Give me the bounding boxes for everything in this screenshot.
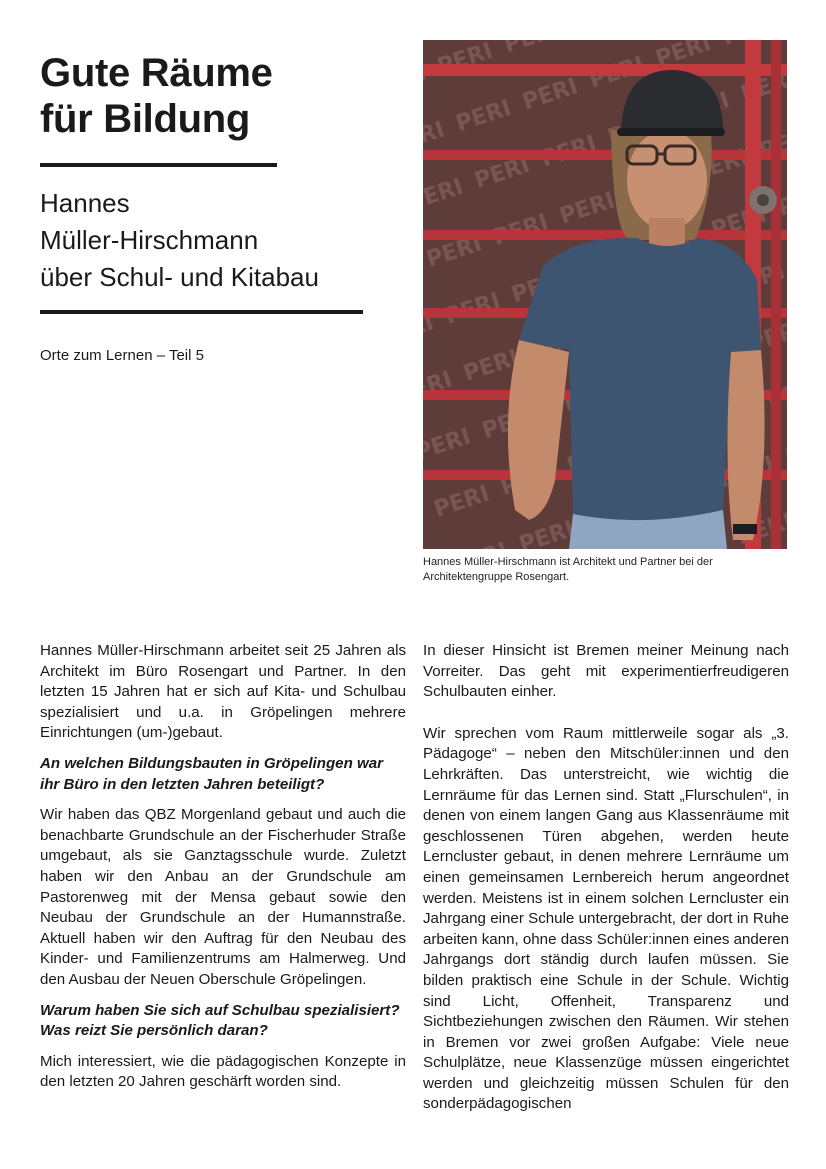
portrait-photo bbox=[423, 40, 787, 549]
title-rule bbox=[40, 163, 277, 167]
answer-2: Mich interessiert, wie die pädagogischen Konzepte in den letzten 20 Jahren geschärft worden sind. bbox=[40, 1052, 406, 1091]
article-column-left bbox=[40, 641, 406, 1103]
subtitle-line-3: über Schul- und Kitabau bbox=[40, 262, 319, 292]
photo-caption: Hannes Müller-Hirschmann ist Architekt und Partner bei der Architektengruppe Rosengart. bbox=[423, 556, 713, 583]
question-2: Warum haben Sie sich auf Schulbau spezialisiert? Was reizt Sie persönlich daran? bbox=[40, 1001, 400, 1040]
subtitle-line-1: Hannes bbox=[40, 188, 130, 218]
title-line-1: Gute Räume bbox=[40, 51, 273, 95]
subtitle bbox=[40, 185, 400, 296]
answer-2-continued: In dieser Hinsicht ist Bremen meiner Meinung nach Vorreiter. Das geht mit experimentierfreudigeren Schulbauten einher. bbox=[423, 642, 789, 701]
series-label: Orte zum Lernen – Teil 5 bbox=[40, 347, 204, 364]
intro-paragraph: Hannes Müller-Hirschmann arbeitet seit 25 Jahren als Architekt im Büro Rosengart und Partner. In den letzten 15 Jahren hat er sich auf Kita- und Schulbau spezialisiert und u.a. in Gröpelingen mehrere Einrichtungen (um-)gebaut. bbox=[40, 642, 406, 742]
answer-1: Wir haben das QBZ Morgenland gebaut und auch die benachbarte Grundschule an der Fischerhuder Straße umgebaut, als sie Ganztagsschule wurde. Zuletzt haben wir den Anbau an der Grundschule am Pastorenweg mit der Mensa gebaut sowie den Neubau der Grundschule an der Humannstraße. Aktuell haben wir den Auftrag für den Neubau des Kinder- und Familienzentrums am Halmerweg. Und den Ausbau der Neuen Oberschule Gröpelingen. bbox=[40, 806, 406, 988]
subtitle-rule bbox=[40, 310, 363, 314]
answer-2-paragraph-2: Wir sprechen vom Raum mittlerweile sogar als „3. Pädagoge“ – neben den Mitschüler:innen und den Lehrkräften. Das unterstreicht, wie wichtig die Lernräume für das Lernen sind. Statt „Flurschulen“, in denen von einem langen Gang aus Klassenräume mit geschlossenen Türen abgehen, werden heute Lerncluster gebaut, in denen mehrere Lernräume um einen gemeinsamen Lernbereich herum angeordnet werden. Meistens ist in einem solchen Lerncluster ein Jahrgang einer Schule untergebracht, der dort in Ruhe arbeiten kann, ohne dass Schüler:innen eines anderen Jahrgangs dort ständig durch laufen müssen. Sie bilden praktisch eine Schule in der Schule. Wichtig sind Licht, Offenheit, Transparenz und Sichtbeziehungen zwischen den Räumen. Wir stehen in Bremen vor zwei großen Aufgabe: Viele neue Schulplätze, neue Klassenzüge müssen eingerichtet werden und gleichzeitig müssen Schulen für den sonderpädagogischen bbox=[423, 724, 789, 1113]
article-column-right bbox=[423, 641, 789, 1125]
page-title bbox=[40, 50, 400, 142]
question-1: An welchen Bildungsbauten in Gröpelingen war ihr Büro in den letzten Jahren beteiligt? bbox=[40, 754, 383, 793]
subtitle-line-2: Müller-Hirschmann bbox=[40, 225, 259, 255]
title-line-2: für Bildung bbox=[40, 97, 250, 141]
